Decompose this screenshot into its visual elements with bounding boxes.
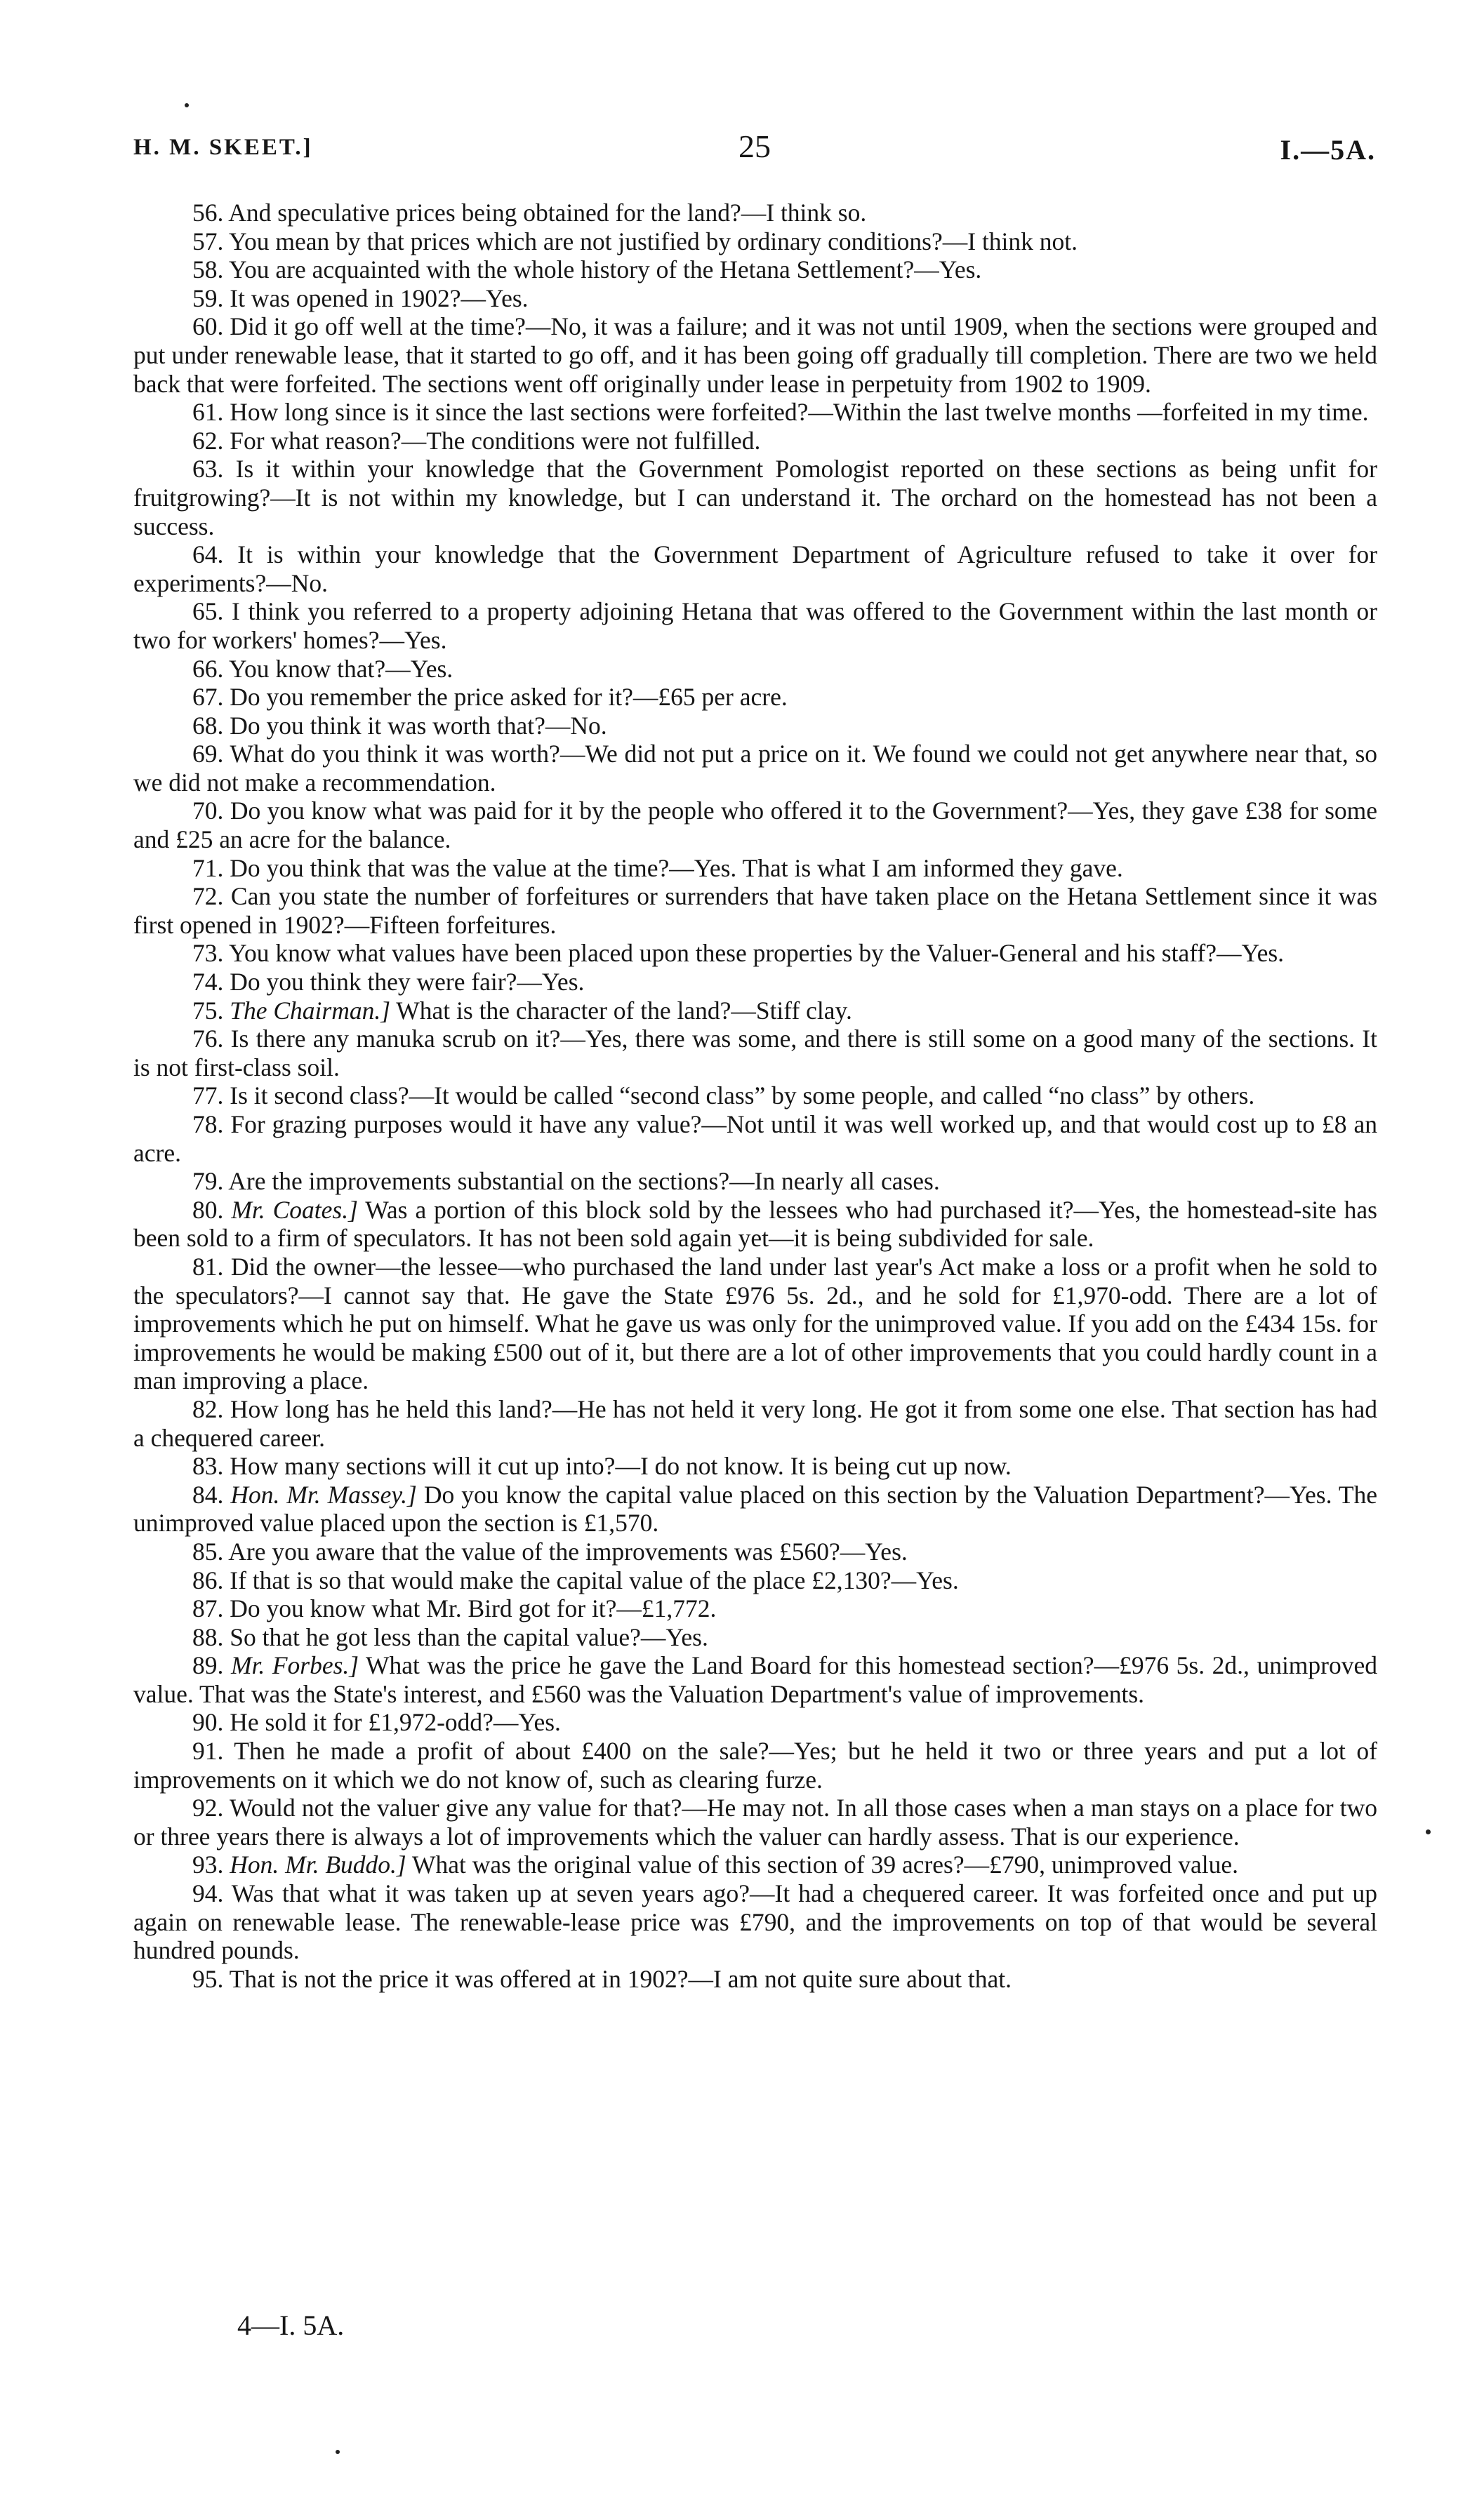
- header-left: H. M. SKEET.]: [133, 135, 313, 160]
- question-number: 84.: [192, 1480, 224, 1509]
- question-number: 60.: [192, 312, 224, 341]
- testimony-paragraph: [133, 1651, 1377, 1708]
- question-text: It was opened in 1902?—Yes.: [230, 284, 529, 312]
- question-number: 85.: [192, 1537, 224, 1566]
- question-number: 62.: [192, 426, 224, 455]
- testimony-paragraph: [133, 1481, 1377, 1538]
- question-number: 81.: [192, 1252, 224, 1281]
- testimony-paragraph: [133, 968, 1377, 996]
- speaker-name: The Chairman.]: [230, 996, 391, 1025]
- question-text: If that is so that would make the capital value of the place £2,130?—Yes.: [230, 1566, 959, 1594]
- question-number: 67.: [192, 683, 224, 712]
- testimony-paragraph: [133, 398, 1377, 427]
- testimony-paragraph: [133, 199, 1377, 227]
- testimony-paragraph: [133, 540, 1377, 597]
- question-text: How long since is it since the last sections were forfeited?—Within the last twelve months —forfeited in my time.: [230, 398, 1369, 427]
- document-body: [133, 199, 1377, 1993]
- question-text: Is there any manuka scrub on it?—Yes, there was some, and there is still some on a good many of the sections. It is not first-class soil.: [133, 1025, 1377, 1081]
- question-number: 93.: [192, 1851, 224, 1879]
- question-text: Do you think that was the value at the time?—Yes. That is what I am informed they gave.: [230, 853, 1123, 882]
- question-text: For what reason?—The conditions were not fulfilled.: [230, 426, 761, 455]
- question-number: 83.: [192, 1452, 224, 1481]
- question-text: What is the character of the land?—Stiff clay.: [396, 996, 852, 1025]
- question-number: 75.: [192, 996, 224, 1025]
- question-text: Do you know the capital value placed on this section by the Valuation Department?—Yes. The unimproved value placed upon the section is £1,570.: [133, 1480, 1378, 1538]
- testimony-paragraph: [133, 1879, 1377, 1965]
- question-number: 88.: [192, 1622, 224, 1651]
- question-number: 91.: [192, 1737, 224, 1766]
- testimony-paragraph: [133, 1110, 1377, 1167]
- question-number: 77.: [192, 1081, 224, 1110]
- testimony-paragraph: [133, 854, 1377, 883]
- question-number: 72.: [192, 882, 224, 911]
- testimony-paragraph: [133, 1167, 1377, 1196]
- header-right: I.—5A.: [1280, 134, 1376, 166]
- question-text: That is not the price it was offered at in 1902?—I am not quite sure about that.: [229, 1964, 1012, 1993]
- question-number: 74.: [192, 968, 224, 996]
- question-number: 64.: [192, 540, 224, 569]
- question-text: Is it second class?—It would be called “second class” by some people, and called “no class” by others.: [230, 1081, 1255, 1110]
- question-text: Are you aware that the value of the improvements was £560?—Yes.: [228, 1537, 908, 1566]
- testimony-paragraph: [133, 597, 1377, 654]
- testimony-paragraph: [133, 1623, 1377, 1652]
- question-number: 70.: [192, 796, 224, 825]
- question-text: You know that?—Yes.: [228, 654, 453, 683]
- question-number: 58.: [192, 255, 224, 284]
- speck-bottom: [336, 2450, 340, 2454]
- question-text: For grazing purposes would it have any value?—Not until it was well worked up, and that would cost up to £8 an acre.: [133, 1110, 1378, 1167]
- speaker-name: Mr. Coates.]: [231, 1195, 358, 1224]
- testimony-paragraph: [133, 1196, 1377, 1253]
- question-number: 95.: [192, 1964, 224, 1993]
- question-text: And speculative prices being obtained for the land?—I think so.: [228, 199, 867, 227]
- question-number: 66.: [192, 654, 224, 683]
- question-text: What was the original value of this section of 39 acres?—£790, unimproved value.: [411, 1851, 1239, 1879]
- question-number: 86.: [192, 1566, 224, 1594]
- question-number: 90.: [192, 1708, 224, 1737]
- testimony-paragraph: [133, 1538, 1377, 1566]
- question-text: How long has he held this land?—He has not held it very long. He got it from some one else. That section has had a chequered career.: [133, 1394, 1378, 1452]
- question-number: 76.: [192, 1025, 224, 1053]
- question-number: 61.: [192, 398, 224, 427]
- question-text: What do you think it was worth?—We did not put a price on it. We found we could not get anywhere near that, so we did not make a recommendation.: [133, 740, 1378, 796]
- testimony-paragraph: [133, 1737, 1377, 1794]
- testimony-paragraph: [133, 284, 1377, 313]
- question-text: Do you think it was worth that?—No.: [230, 711, 607, 740]
- question-number: 82.: [192, 1394, 224, 1423]
- question-text: Then he made a profit of about £400 on the sale?—Yes; but he held it two or three years and put a lot of improvements on it which we do not know of, such as clearing furze.: [133, 1737, 1377, 1794]
- testimony-paragraph: [133, 655, 1377, 684]
- testimony-paragraph: [133, 882, 1377, 939]
- question-number: 80.: [192, 1195, 224, 1224]
- testimony-paragraph: [133, 255, 1377, 284]
- question-text: How many sections will it cut up into?—I do not know. It is being cut up now.: [230, 1452, 1012, 1481]
- question-text: Is it within your knowledge that the Government Pomologist reported on these sections as being unfit for fruitgrowing?—It is not within my knowledge, but I can understand it. The orchard on the homestead has not been a success.: [133, 455, 1377, 540]
- question-text: Would not the valuer give any value for that?—He may not. In all those cases when a man stays on a place for two or three years there is always a lot of improvements which the valuer can hardly assess. That is our experience.: [133, 1794, 1377, 1851]
- speaker-name: Hon. Mr. Buddo.]: [230, 1851, 406, 1879]
- question-number: 71.: [192, 853, 224, 882]
- testimony-paragraph: [133, 740, 1377, 796]
- testimony-paragraph: [133, 1566, 1377, 1595]
- question-text: Was a portion of this block sold by the lessees who had purchased it?—Yes, the homestead-site has been sold to a firm of speculators. It has not been sold again yet—it is being subdivided for sale.: [133, 1195, 1377, 1253]
- testimony-paragraph: [133, 796, 1377, 853]
- testimony-paragraph: [133, 1253, 1377, 1395]
- question-number: 94.: [192, 1879, 224, 1908]
- question-text: You mean by that prices which are not justified by ordinary conditions?—I think not.: [228, 227, 1078, 255]
- question-number: 87.: [192, 1594, 224, 1623]
- testimony-paragraph: [133, 939, 1377, 968]
- testimony-paragraph: [133, 1025, 1377, 1081]
- question-text: Do you think they were fair?—Yes.: [230, 968, 585, 996]
- question-text: So that he got less than the capital value?—Yes.: [230, 1622, 708, 1651]
- question-text: He sold it for £1,972-odd?—Yes.: [230, 1708, 561, 1737]
- speaker-name: Hon. Mr. Massey.]: [230, 1480, 417, 1509]
- question-text: Do you know what was paid for it by the people who offered it to the Government?—Yes, they gave £38 for some and £25 an acre for the balance.: [133, 796, 1377, 854]
- testimony-paragraph: [133, 1851, 1377, 1879]
- question-number: 56.: [192, 199, 224, 227]
- question-number: 79.: [192, 1167, 224, 1196]
- testimony-paragraph: [133, 1594, 1377, 1623]
- question-number: 68.: [192, 711, 224, 740]
- question-text: What was the price he gave the Land Board for this homestead section?—£976 5s. 2d., unimproved value. That was the State's interest, and £560 was the Valuation Department's value of improvements.: [133, 1651, 1377, 1708]
- testimony-paragraph: [133, 1965, 1377, 1994]
- testimony-paragraph: [133, 455, 1377, 540]
- question-text: Did the owner—the lessee—who purchased the land under last year's Act make a loss or a profit when he sold to the speculators?—I cannot say that. He gave the State £976 5s. 2d., and he sold for £1,970-odd. There are a lot of improvements which he put on himself. What he gave us was only for the unimproved value. If you add on the £434 15s. for improvements he would be making £500 out of it, but there are a lot of other improvements that you could hardly count in a man improving a place.: [133, 1252, 1377, 1395]
- testimony-paragraph: [133, 996, 1377, 1025]
- question-text: Do you know what Mr. Bird got for it?—£1,772.: [230, 1594, 717, 1623]
- testimony-paragraph: [133, 712, 1377, 740]
- question-number: 57.: [192, 227, 224, 255]
- testimony-paragraph: [133, 1081, 1377, 1110]
- question-text: Was that what it was taken up at seven years ago?—It had a chequered career. It was forfeited once and put up again on renewable lease. The renewable-lease price was £790, and the improvements on top of that would be several hundred pounds.: [133, 1879, 1377, 1965]
- question-number: 89.: [192, 1651, 224, 1680]
- testimony-paragraph: [133, 312, 1377, 398]
- question-number: 92.: [192, 1794, 224, 1822]
- testimony-paragraph: [133, 1794, 1377, 1851]
- question-text: It is within your knowledge that the Government Department of Agriculture refused to take it over for experiments?—No.: [133, 540, 1378, 597]
- testimony-paragraph: [133, 227, 1377, 256]
- question-number: 78.: [192, 1110, 224, 1138]
- question-text: You know what values have been placed upon these properties by the Valuer-General and his staff?—Yes.: [228, 939, 1285, 968]
- question-text: Can you state the number of forfeitures or surrenders that have taken place on the Hetana Settlement since it was first opened in 1902?—Fifteen forfeitures.: [133, 882, 1378, 939]
- question-number: 65.: [192, 597, 224, 626]
- question-text: Are the improvements substantial on the sections?—In nearly all cases.: [228, 1167, 940, 1196]
- testimony-paragraph: [133, 1708, 1377, 1737]
- question-text: You are acquainted with the whole history of the Hetana Settlement?—Yes.: [228, 255, 982, 284]
- question-number: 59.: [192, 284, 224, 312]
- speaker-name: Mr. Forbes.]: [230, 1651, 359, 1680]
- testimony-paragraph: [133, 683, 1377, 712]
- question-text: Do you remember the price asked for it?—£65 per acre.: [230, 683, 788, 712]
- speck-right: [1426, 1829, 1431, 1834]
- question-number: 63.: [192, 455, 224, 484]
- speck-top: [185, 103, 189, 107]
- page-number: 25: [738, 128, 771, 164]
- testimony-paragraph: [133, 1395, 1377, 1452]
- signature-mark: 4—I. 5A.: [237, 2309, 345, 2341]
- testimony-paragraph: [133, 427, 1377, 455]
- question-text: Did it go off well at the time?—No, it was a failure; and it was not until 1909, when the sections were grouped and put under renewable lease, that it started to go off, and it has been going off gradually till completion. There are two we held back that were forfeited. The sections went off originally under lease in perpetuity from 1902 to 1909.: [133, 312, 1378, 398]
- question-number: 73.: [192, 939, 224, 968]
- testimony-paragraph: [133, 1452, 1377, 1481]
- question-text: I think you referred to a property adjoining Hetana that was offered to the Government within the last month or two for workers' homes?—Yes.: [133, 597, 1377, 654]
- running-header: [133, 128, 1376, 170]
- question-number: 69.: [192, 740, 224, 768]
